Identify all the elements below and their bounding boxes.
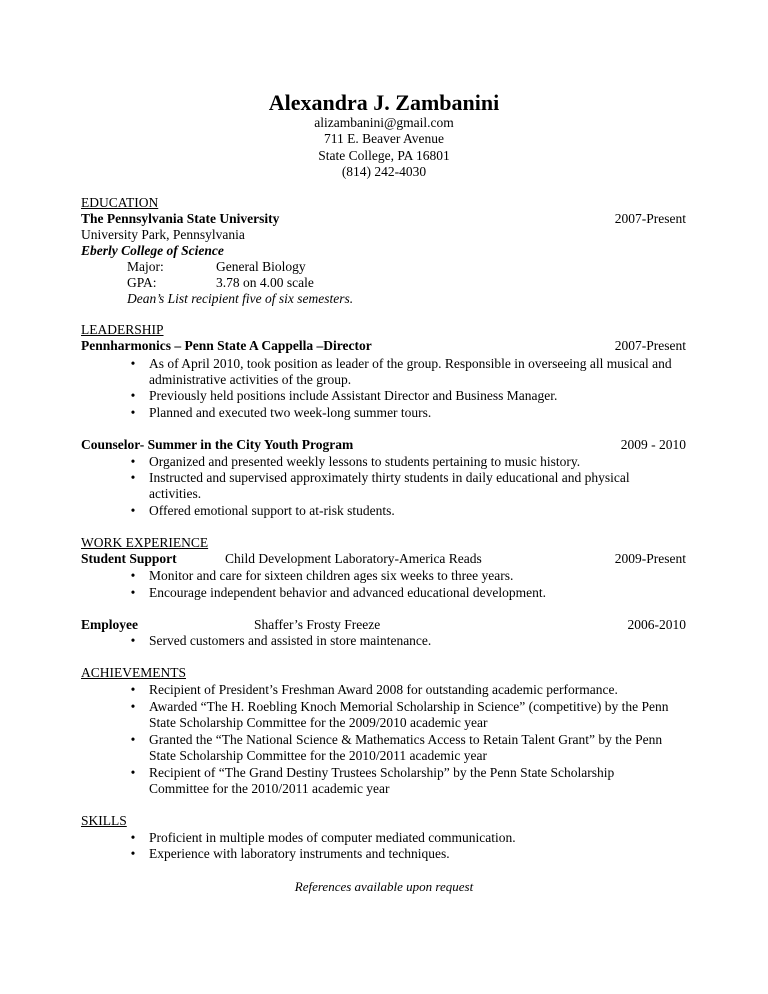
bullet-glyph: • [130, 732, 136, 747]
education-date: 2007-Present [614, 211, 686, 226]
bullet-glyph: • [130, 699, 136, 714]
bullet-text: Encourage independent behavior and advanced educational development. [149, 585, 546, 600]
skills-heading: SKILLS [81, 813, 127, 828]
bullet-text: Proficient in multiple modes of computer mediated communication. [149, 830, 516, 845]
bullet-glyph: • [130, 568, 136, 583]
bullet-text: Recipient of President’s Freshman Award 2008 for outstanding academic performance. [149, 682, 618, 697]
candidate-name: Alexandra J. Zambanini [268, 90, 500, 115]
bullet-glyph: • [130, 470, 136, 485]
work-entry-title: Student Support [81, 551, 177, 566]
bullet-glyph: • [130, 388, 136, 403]
bullet-text: Offered emotional support to at-risk students. [149, 503, 395, 518]
bullet-text: Granted the “The National Science & Mathematics Access to Retain Talent Grant” by the Penn State Scholarship Committee for the 2010/2011 academic year [149, 732, 663, 764]
bullet-text: Served customers and assisted in store maintenance. [149, 633, 432, 648]
education-deans-list: Dean’s List recipient five of six semesters. [127, 291, 354, 306]
bullet-text: Planned and executed two week-long summer tours. [149, 405, 432, 420]
education-major-label: Major: [127, 259, 164, 274]
bullet-text: Organized and presented weekly lessons to students pertaining to music history. [149, 454, 581, 469]
leadership-entry-title: Counselor- Summer in the City Youth Program [81, 437, 354, 452]
education-gpa-value: 3.78 on 4.00 scale [216, 275, 314, 290]
bullet-glyph: • [130, 846, 136, 861]
achievements-heading: ACHIEVEMENTS [81, 665, 186, 680]
leadership-entry-title: Pennharmonics – Penn State A Cappella –Director [81, 338, 372, 353]
bullet-glyph: • [130, 585, 136, 600]
bullet-glyph: • [130, 633, 136, 648]
education-major-value: General Biology [216, 259, 306, 274]
bullet-glyph: • [130, 405, 136, 420]
education-heading: EDUCATION [81, 195, 159, 210]
bullet-text: Experience with laboratory instruments and techniques. [149, 846, 450, 861]
leadership-heading: LEADERSHIP [81, 322, 164, 337]
bullet-glyph: • [130, 454, 136, 469]
work-entry-date: 2009-Present [614, 551, 686, 566]
work-entry-employer: Shaffer’s Frosty Freeze [254, 617, 381, 632]
education-school: The Pennsylvania State University [81, 211, 280, 226]
work-entry-employer: Child Development Laboratory-America Reads [225, 551, 482, 566]
references-note: References available upon request [294, 879, 474, 894]
bullet-glyph: • [130, 830, 136, 845]
bullet-text: Monitor and care for sixteen children ages six weeks to three years. [149, 568, 514, 583]
bullet-text: As of April 2010, took position as leader of the group. Responsible in overseeing all musical and administrative activities of the group. [149, 356, 672, 388]
bullet-glyph: • [130, 503, 136, 518]
bullet-glyph: • [130, 356, 136, 371]
leadership-entry-date: 2009 - 2010 [620, 437, 686, 452]
education-location: University Park, Pennsylvania [81, 227, 245, 242]
work-heading: WORK EXPERIENCE [81, 535, 209, 550]
contact-email: alizambanini@gmail.com [314, 115, 454, 130]
contact-street: 711 E. Beaver Avenue [324, 131, 444, 146]
education-gpa-label: GPA: [127, 275, 157, 290]
contact-city: State College, PA 16801 [318, 148, 450, 163]
bullet-text: Recipient of “The Grand Destiny Trustees Scholarship” by the Penn State Scholarship Committee for the 2010/2011 academic year [149, 765, 615, 797]
leadership-entry-date: 2007-Present [614, 338, 686, 353]
bullet-glyph: • [130, 682, 136, 697]
contact-phone: (814) 242-4030 [341, 164, 427, 179]
bullet-glyph: • [130, 765, 136, 780]
bullet-text: Instructed and supervised approximately thirty students in daily educational and physical activities. [149, 470, 630, 502]
bullet-text: Previously held positions include Assistant Director and Business Manager. [149, 388, 558, 403]
bullet-text: Awarded “The H. Roebling Knoch Memorial Scholarship in Science” (competitive) by the Penn State Scholarship Committee for the 2009/2010 academic year [149, 699, 669, 731]
education-college: Eberly College of Science [81, 243, 224, 258]
work-entry-title: Employee [81, 617, 138, 632]
work-entry-date: 2006-2010 [627, 617, 686, 632]
